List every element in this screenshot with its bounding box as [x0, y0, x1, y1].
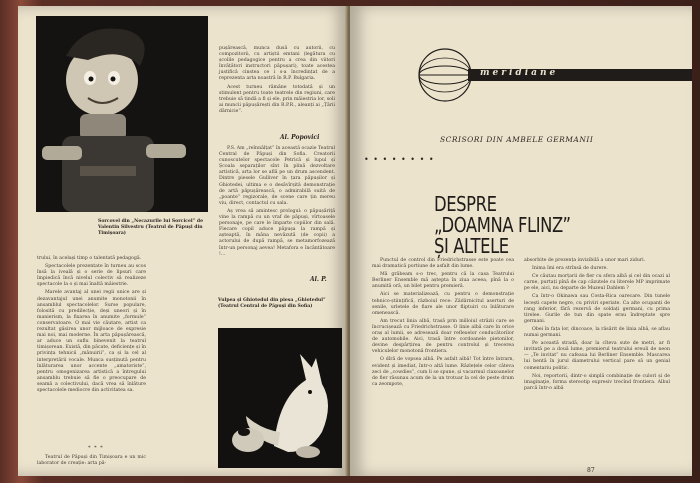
author-signature: Al. Popovici — [280, 134, 320, 141]
paragraph: trului, în același timp o talentată pedagogă. — [37, 256, 142, 261]
paragraph: pușărească, munca dusă cu autorii, cu compozitorii, cu artiștii emtani (legătura cu școlile pedagogice pentru a crea din viitori învățători instructori păpușari), toate acestea justifică cinstea ce i s-a încredințat de a reprezenta arta noastră în R.P. Bulgaria. — [219, 46, 335, 82]
left-page — [18, 6, 348, 476]
left-column-1 — [37, 256, 146, 396]
section-title: meridiane — [480, 68, 559, 78]
author-initials: Al. P. — [310, 276, 327, 283]
paragraph: Ca într-o Okinawa sau Costa-Rica oarecare. Din tunele lecești capete negre, cu priviri speriate. Ca alte ocupanți de rang inferior, fără rezervă de soldați germani, cu prima tirelee. Gurile de tun din spate erau îndreptate spre germani. — [524, 294, 670, 324]
paragraph: absorbite de prezența invizibilă a unor mari ziduri. — [524, 258, 646, 263]
paragraph: Punctul de control din Friedrichstrasse este poate cea mai dramatică portiune de asfalt din lume. — [372, 258, 514, 270]
paragraph: Pe această stradă, doar la cîteva sute de metri, ar fi invitată pe a două lume, premierul teatrului ereuli de neon — „Te invitat” nu cafeaua lui Berliner Ensemble. Mascarea lui bentă în jurul diametrului vertical pare să un genial comentariu politic. — [524, 341, 670, 371]
paragraph: O dîră de vopsea albă. Pe asfalt albă! Tot între întrarn, evident și imediat, într-o altă lume. Răzlețele celor câteva zeci de „cowdies”, cum li se spune, și vacarmul claxoanelor de fier răsunau acum de la un trotuar la cel de peste drum ca zeompote, — [372, 357, 514, 387]
left-column-2 — [219, 46, 335, 117]
right-column-1 — [372, 258, 514, 390]
section-separator: * * * — [88, 445, 104, 451]
right-column-2 — [524, 258, 670, 394]
paragraph: Spectacolele prezentate în turneu au scos însă la iveală și o serie de lipsuri care împiedică încă nivelul colectiv să realizeze spectacole la o și mai înaltă măiestrie. — [37, 264, 146, 288]
puppet-illustration-icon — [36, 16, 208, 212]
paragraph: Am trecut linia albă, trasă prin milloiul străzii care se încrucișează cu Friedrichstrasse. O linie albă care în orice oraș al lumii, se adresează doar reflexelor conducătorilor de automobile. Aici, trasă între cordoanele pietonilor, devine despărțirea de pentru controlul și trecerea vehiculelor monotonă frontiera. — [372, 318, 514, 355]
dotted-separator: • • • • • • • • — [364, 155, 435, 164]
left-column-3 — [219, 146, 335, 260]
globe-icon — [416, 46, 474, 104]
puppet-photo-vulpea — [218, 328, 342, 468]
headline-line-2: „DOAMNA FLINZ” — [434, 213, 571, 237]
paragraph: Teatrul de Păpuși din Timișoara e un mic laborator de creație: arta pă- — [37, 455, 146, 467]
photo1-caption: Sorcovel din „Necazurile lui Sorcicel” de Valentin Silvestru (Teatrul de Păpuși din Timișoara) — [98, 219, 204, 236]
paragraph: Obei în fața lor, dincoace, la răsărit de linia albă, se aflau numai germani. — [524, 326, 670, 339]
paragraph: Aș vrea să amintesc prologul: o păpușăriță vine la rampă cu un vraf de păpuși, vîrtoasele personaje, pe care le împarte copiilor din sală. Fiecare copil aduce păpușa la rampă și așteaptă, în mâna nevăzută (de copii) a actorului de după rampă, se metamorfozează într-un personaj aevea! Metafora e încântătoare !... — [219, 208, 335, 257]
headline-line-3: ȘI ALTELE — [434, 234, 509, 258]
paragraph: Aici se materializează, cu pentru o demonstrație tehnico-științifică, războiul rece: Zădărnicitul aserturi de senile, urletele de fiare ale unor fliptuiri cu înlăturare omenească. — [372, 292, 514, 316]
paragraph: Noi, reportorii, dintr-o simplă combinație de culori și de imaginaţie, forma stereotip expresiv trecînd frontiera. Albul parcă într-o albă — [524, 373, 670, 391]
page-number: 87 — [587, 467, 595, 474]
photo2-caption: Vulpea și Ghiotedul din piesa „Ghiotedul” (Teatrul Central de Păpuși din Sofia) — [218, 298, 326, 309]
fox-puppets-icon — [218, 328, 342, 468]
article-headline — [434, 194, 631, 257]
paragraph: P.S. Am „reînnălțat” în această ocazie Teatrul Central de Păpuși din Sofia. Creatorii cunoscutelor spectacole Petrică și lupul și Școala separaților sînt în plină dezvoltare artistică, arta lor se află pe un drum ascendent. Dintre piesele Gulliver în țara păpușilor și Ghiotedei, ultima e o desăvîrșită demonstrație de artă păpușărească, o admirabilă suită de „poante” regizorale, de scene care țin mereu viu, direct, contactul cu sala. — [219, 146, 335, 206]
paragraph: Mă grăbeam s-o trec, pentru că la casa Teatrului Berliner Ensemble mă aștepta în ziua aceea, pînă la o anumită oră, un bilet pentru premieră. — [372, 272, 514, 290]
article-subtitle: SCRISORI DIN AMBELE GERMANII — [440, 135, 594, 144]
paragraph: Marele avantaj al unei regii unice are și dezavantajul unei anumite monotonii în ansamblul spectacolelor. Surse populare, folosită cu predilecție, deși uneori și în manierism, la fixarea în anumite „formule” conservatoare. O mai vie căutare, artist ca rezultat găsirea unor mijloace de expresie mai noi, mai moderne. În arta păpușărească, ar aduce un suflu binevenit la teatrul timișorean. Există, din păcate, deficiențe și în privința tehnicii „mânuirii”, ca și la cel al interpretării vocale. Munca susținută pentru înlăturarea unor accente „amatoriste”, pentru omogenizarea artistică a întregului ansamblu trebuie să fie o preocupare de seamă a colectivului, dacă vrea să înlăture spectacolele mediocre din activitatea sa. — [37, 290, 146, 393]
paragraph: Ce căutau morțarii de fier cu sfera albă și cel din ocazi al carne, purtați pînă de cap căzutele cu literele MP imprimate pe ele, aici, nu departe de Muzeul Dahlem ? — [524, 274, 670, 292]
paragraph: Acest turneu rămâne totodată și un stimulent pentru toate teatrele din regiuni, care trebuie să tindă a fi și ele, prin măiestria lor, soli ai muncii păpușărești din R.P.R., aleanți ai „Țării dărnicie”. — [219, 84, 335, 114]
puppet-photo-sorcovel — [36, 16, 208, 212]
right-page — [350, 6, 692, 476]
left-column-1-end — [37, 455, 146, 469]
paragraph: Inima îmi era strînsă de durere. — [532, 266, 608, 272]
headline-line-1: DESPRE — [434, 192, 497, 216]
